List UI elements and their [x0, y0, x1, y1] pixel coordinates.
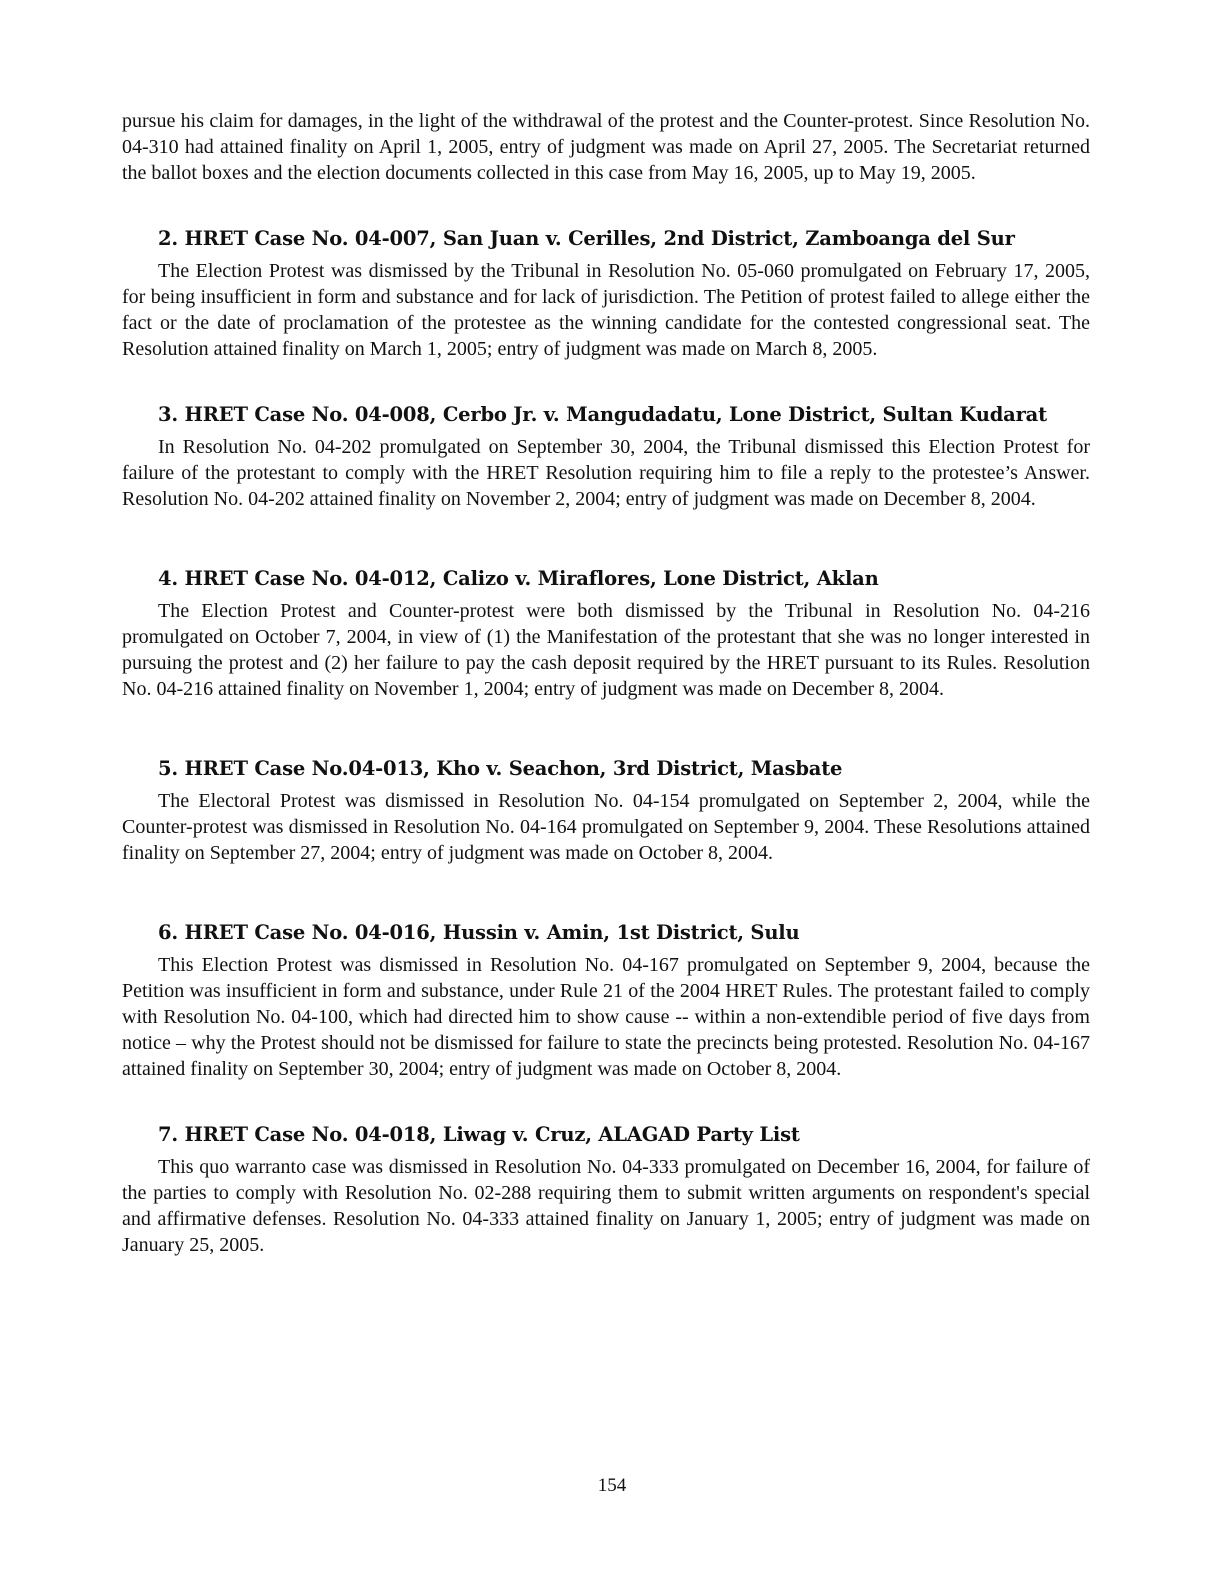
case-section — [122, 1122, 1090, 1258]
case-title: 4. HRET Case No. 04-012, Calizo v. Miraflores, Lone District, Aklan — [158, 567, 879, 590]
document-page — [122, 108, 1090, 1258]
case-title: 3. HRET Case No. 04-008, Cerbo Jr. v. Mangudadatu, Lone District, Sultan Kudarat — [158, 403, 1047, 426]
case-section — [122, 402, 1090, 512]
case-title: 2. HRET Case No. 04-007, San Juan v. Cerilles, 2nd District, Zamboanga del Sur — [158, 227, 1015, 250]
page-number: 154 — [597, 1475, 627, 1496]
case-body: In Resolution No. 04-202 promulgated on September 30, 2004, the Tribunal dismissed this Election Protest for failure of the protestant to comply with the HRET Resolution requiring him to file a reply to the protestee’s Answer. Resolution No. 04-202 attained finality on November 2, 2004; entry of judgment was made on December 8, 2004. — [122, 436, 1090, 510]
case-body: The Electoral Protest was dismissed in Resolution No. 04-154 promulgated on September 2, 2004, while the Counter-protest was dismissed in Resolution No. 04-164 promulgated on September 9, 2004. These Resolutions attained finality on September 27, 2004; entry of judgment was made on October 8, 2004. — [122, 790, 1090, 864]
case-section — [122, 566, 1090, 702]
case-section — [122, 756, 1090, 866]
case-title: 7. HRET Case No. 04-018, Liwag v. Cruz, ALAGAD Party List — [158, 1123, 800, 1146]
case-section — [122, 226, 1090, 362]
case-title: 5. HRET Case No.04-013, Kho v. Seachon, 3rd District, Masbate — [158, 757, 843, 780]
case-body: This quo warranto case was dismissed in Resolution No. 04-333 promulgated on December 16, 2004, for failure of the parties to comply with Resolution No. 02-288 requiring them to submit written arguments on respondent's special and affirmative defenses. Resolution No. 04-333 attained finality on January 1, 2005; entry of judgment was made on January 25, 2005. — [122, 1156, 1090, 1256]
case-body: The Election Protest was dismissed by the Tribunal in Resolution No. 05-060 promulgated on February 17, 2005, for being insufficient in form and substance and for lack of jurisdiction. The Petition of protest failed to allege either the fact or the date of proclamation of the protestee as the winning candidate for the contested congressional seat. The Resolution attained finality on March 1, 2005; entry of judgment was made on March 8, 2005. — [122, 260, 1090, 360]
case-body: This Election Protest was dismissed in Resolution No. 04-167 promulgated on September 9, 2004, because the Petition was insufficient in form and substance, under Rule 21 of the 2004 HRET Rules. The protestant failed to comply with Resolution No. 04-100, which had directed him to show cause -- within a non-extendible period of five days from notice – why the Protest should not be dismissed for failure to state the precincts being protested. Resolution No. 04-167 attained finality on September 30, 2004; entry of judgment was made on October 8, 2004. — [122, 954, 1090, 1080]
case-section — [122, 920, 1090, 1082]
case-body: The Election Protest and Counter-protest were both dismissed by the Tribunal in Resolution No. 04-216 promulgated on October 7, 2004, in view of (1) the Manifestation of the protestant that she was no longer interested in pursuing the protest and (2) her failure to pay the cash deposit required by the HRET pursuant to its Rules. Resolution No. 04-216 attained finality on November 1, 2004; entry of judgment was made on December 8, 2004. — [122, 600, 1090, 700]
case-title: 6. HRET Case No. 04-016, Hussin v. Amin, 1st District, Sulu — [158, 921, 800, 944]
intro-paragraph: pursue his claim for damages, in the light of the withdrawal of the protest and the Counter-protest. Since Resolution No. 04-310 had attained finality on April 1, 2005, entry of judgment was made on April 27, 2005. The Secretariat returned the ballot boxes and the election documents collected in this case from May 16, 2005, up to May 19, 2005. — [122, 110, 1090, 184]
